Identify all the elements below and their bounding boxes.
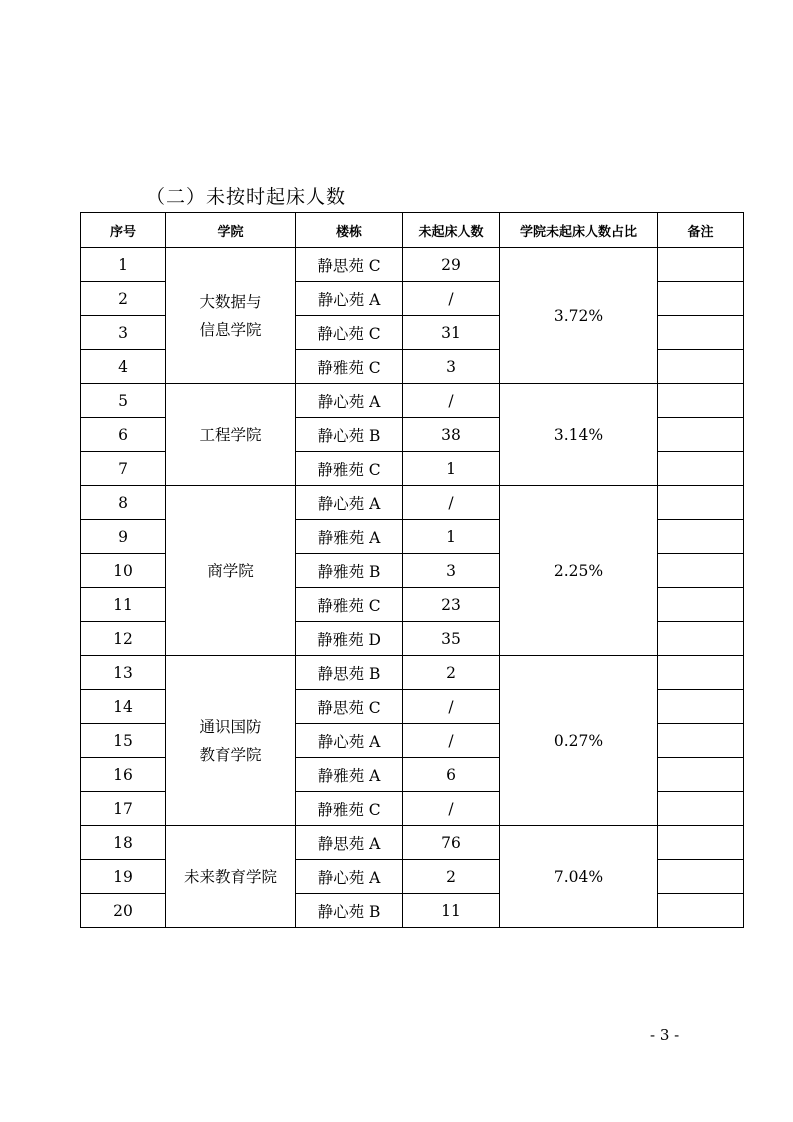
note-cell (658, 724, 744, 758)
count-cell: 2 (403, 860, 500, 894)
note-cell (658, 486, 744, 520)
table-header (81, 213, 744, 248)
header-row (81, 213, 744, 248)
count-cell: 3 (403, 350, 500, 384)
row-index-cell: 20 (81, 894, 166, 928)
building-cell: 静心苑 A (296, 282, 403, 316)
note-cell (658, 282, 744, 316)
note-cell (658, 248, 744, 282)
note-cell (658, 554, 744, 588)
building-cell: 静雅苑 C (296, 452, 403, 486)
college-cell (166, 486, 296, 656)
ratio-cell: 3.14% (500, 384, 658, 486)
count-cell: 1 (403, 452, 500, 486)
college-name-line: 信息学院 (199, 320, 262, 339)
count-cell: / (403, 384, 500, 418)
building-cell: 静雅苑 A (296, 520, 403, 554)
ratio-cell: 2.25% (500, 486, 658, 656)
row-index-cell: 19 (81, 860, 166, 894)
building-cell: 静心苑 A (296, 860, 403, 894)
college-name-line: 工程学院 (199, 425, 262, 444)
college-cell (166, 656, 296, 826)
note-cell (658, 350, 744, 384)
row-index-cell: 2 (81, 282, 166, 316)
college-cell (166, 248, 296, 384)
count-cell: / (403, 282, 500, 316)
table-row (81, 656, 744, 690)
building-cell: 静思苑 C (296, 248, 403, 282)
table-body (81, 248, 744, 928)
building-cell: 静心苑 C (296, 316, 403, 350)
note-cell (658, 758, 744, 792)
row-index-cell: 16 (81, 758, 166, 792)
note-cell (658, 826, 744, 860)
count-cell: 29 (403, 248, 500, 282)
row-index-cell: 18 (81, 826, 166, 860)
count-cell: 35 (403, 622, 500, 656)
building-cell: 静心苑 B (296, 894, 403, 928)
building-cell: 静思苑 B (296, 656, 403, 690)
count-cell: 1 (403, 520, 500, 554)
column-header-note: 备注 (658, 213, 744, 248)
building-cell: 静雅苑 A (296, 758, 403, 792)
count-cell: 38 (403, 418, 500, 452)
row-index-cell: 9 (81, 520, 166, 554)
count-cell: / (403, 724, 500, 758)
column-header-college: 学院 (166, 213, 296, 248)
note-cell (658, 690, 744, 724)
note-cell (658, 418, 744, 452)
note-cell (658, 792, 744, 826)
note-cell (658, 520, 744, 554)
table-row (81, 384, 744, 418)
college-name-line: 通识国防 (199, 717, 262, 736)
note-cell (658, 588, 744, 622)
row-index-cell: 7 (81, 452, 166, 486)
building-cell: 静雅苑 B (296, 554, 403, 588)
row-index-cell: 1 (81, 248, 166, 282)
count-cell: / (403, 690, 500, 724)
building-cell: 静心苑 B (296, 418, 403, 452)
ratio-cell: 3.72% (500, 248, 658, 384)
building-cell: 静心苑 A (296, 384, 403, 418)
row-index-cell: 14 (81, 690, 166, 724)
row-index-cell: 3 (81, 316, 166, 350)
note-cell (658, 384, 744, 418)
late-rising-table (80, 212, 744, 928)
count-cell: 11 (403, 894, 500, 928)
row-index-cell: 11 (81, 588, 166, 622)
note-cell (658, 860, 744, 894)
building-cell: 静雅苑 D (296, 622, 403, 656)
count-cell: 31 (403, 316, 500, 350)
building-cell: 静雅苑 C (296, 792, 403, 826)
building-cell: 静雅苑 C (296, 350, 403, 384)
table-row (81, 826, 744, 860)
count-cell: / (403, 792, 500, 826)
note-cell (658, 452, 744, 486)
note-cell (658, 622, 744, 656)
college-cell (166, 826, 296, 928)
section-heading: （二）未按时起床人数 (146, 186, 347, 208)
row-index-cell: 10 (81, 554, 166, 588)
row-index-cell: 6 (81, 418, 166, 452)
note-cell (658, 894, 744, 928)
note-cell (658, 316, 744, 350)
count-cell: 2 (403, 656, 500, 690)
count-cell: 23 (403, 588, 500, 622)
college-name-line: 商学院 (207, 561, 254, 580)
column-header-index: 序号 (81, 213, 166, 248)
row-index-cell: 17 (81, 792, 166, 826)
building-cell: 静思苑 A (296, 826, 403, 860)
count-cell: 3 (403, 554, 500, 588)
college-cell (166, 384, 296, 486)
note-cell (658, 656, 744, 690)
column-header-ratio: 学院未起床人数占比 (500, 213, 658, 248)
count-cell: / (403, 486, 500, 520)
row-index-cell: 12 (81, 622, 166, 656)
ratio-cell: 0.27% (500, 656, 658, 826)
row-index-cell: 8 (81, 486, 166, 520)
building-cell: 静思苑 C (296, 690, 403, 724)
building-cell: 静心苑 A (296, 724, 403, 758)
column-header-building: 楼栋 (296, 213, 403, 248)
table-row (81, 486, 744, 520)
college-name-line: 大数据与 (199, 292, 262, 311)
column-header-count: 未起床人数 (403, 213, 500, 248)
row-index-cell: 13 (81, 656, 166, 690)
table-row (81, 248, 744, 282)
building-cell: 静雅苑 C (296, 588, 403, 622)
building-cell: 静心苑 A (296, 486, 403, 520)
row-index-cell: 15 (81, 724, 166, 758)
row-index-cell: 5 (81, 384, 166, 418)
ratio-cell: 7.04% (500, 826, 658, 928)
college-name-line: 教育学院 (199, 745, 262, 764)
page-number: - 3 - (650, 1026, 680, 1044)
count-cell: 6 (403, 758, 500, 792)
college-name-line: 未来教育学院 (183, 867, 277, 886)
row-index-cell: 4 (81, 350, 166, 384)
count-cell: 76 (403, 826, 500, 860)
